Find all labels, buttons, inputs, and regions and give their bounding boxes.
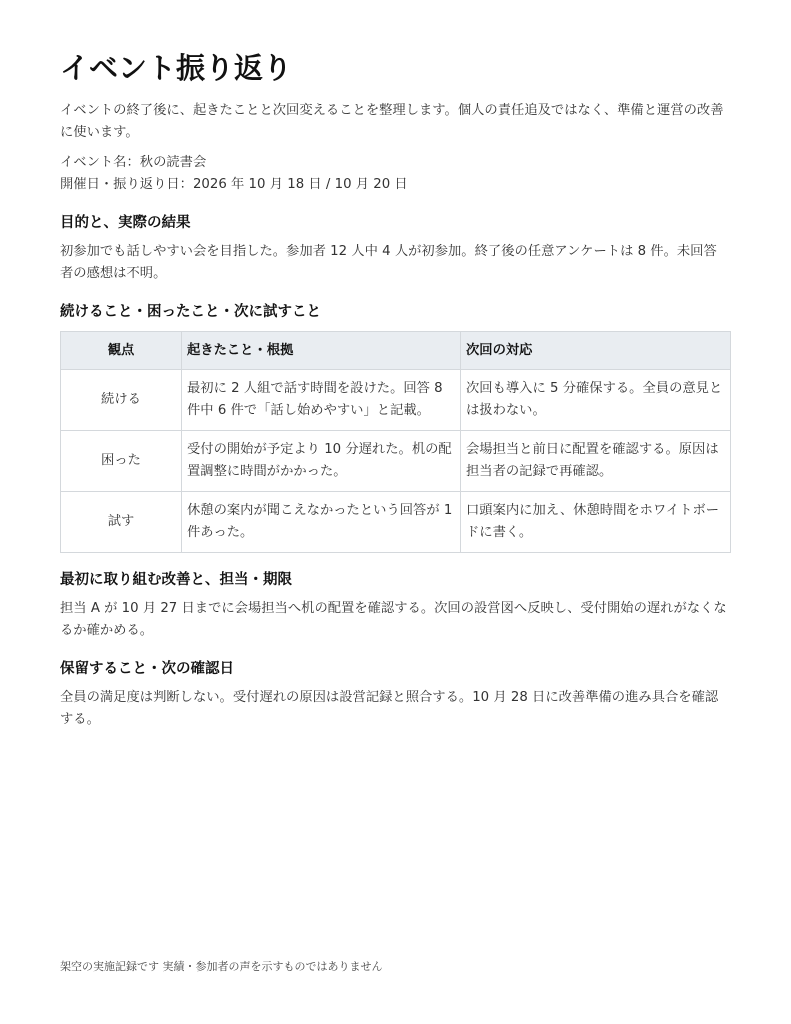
table-header-perspective: 観点 [61,332,182,370]
section-body-goal: 初参加でも話しやすい会を目指した。参加者 12 人中 4 人が初参加。終了後の任意アンケートは 8 件。未回答者の感想は不明。 [60,244,717,281]
section-heading-goal: 目的と、実際の結果 [60,215,191,231]
table-cell-next-action: 会場担当と前日に配置を確認する。原因は担当者の記録で再確認。 [461,431,731,492]
table-header-next-action: 次回の対応 [461,332,731,370]
event-dates: 開催日・振り返り日：2026 年 10 月 18 日 / 10 月 20 日 [60,177,408,192]
table-cell-perspective: 困った [61,431,182,492]
review-table [60,331,731,553]
table-cell-next-action: 口頭案内に加え、休憩時間をホワイトボードに書く。 [461,492,731,553]
table-header-row [61,332,731,370]
table-cell-happened: 最初に 2 人組で話す時間を設けた。回答 8 件中 6 件で「話し始めやすい」と記載。 [182,370,461,431]
intro-text: イベントの終了後に、起きたことと次回変えることを整理します。個人の責任追及ではなく、準備と運営の改善に使います。 [60,103,724,140]
table-cell-happened: 受付の開始が予定より 10 分遅れた。机の配置調整に時間がかかった。 [182,431,461,492]
document [60,48,730,731]
footer-note: 架空の実施記録です 実績・参加者の声を示すものではありません [60,960,383,973]
section-body-pending: 全員の満足度は判断しない。受付遅れの原因は設営記録と照合する。10 月 28 日に改善準備の進み具合を確認する。 [60,690,719,727]
table-row [61,431,731,492]
table-row [61,370,731,431]
page-title: イベント振り返り [60,51,293,85]
section-body-first-action: 担当 A が 10 月 27 日までに会場担当へ机の配置を確認する。次回の設営図へ反映し、受付開始の遅れがなくなるか確かめる。 [60,601,727,638]
table-cell-perspective: 続ける [61,370,182,431]
table-cell-happened: 休憩の案内が聞こえなかったという回答が 1 件あった。 [182,492,461,553]
table-cell-perspective: 試す [61,492,182,553]
table-cell-next-action: 次回も導入に 5 分確保する。全員の意見とは扱わない。 [461,370,731,431]
table-row [61,492,731,553]
table-header-happened: 起きたこと・根拠 [182,332,461,370]
section-heading-first-action: 最初に取り組む改善と、担当・期限 [60,572,292,588]
section-heading-review: 続けること・困ったこと・次に試すこと [60,304,321,320]
section-heading-pending: 保留すること・次の確認日 [60,661,234,677]
event-name: イベント名：秋の読書会 [60,155,207,170]
